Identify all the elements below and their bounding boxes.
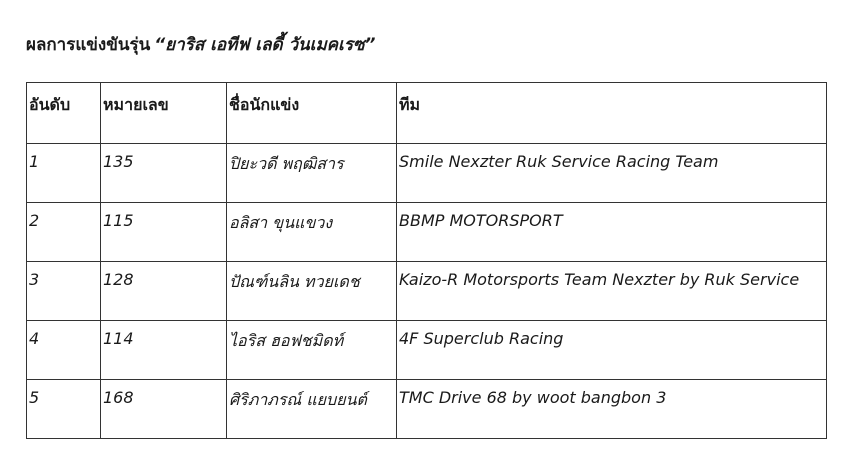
cell-number: 128: [101, 262, 227, 321]
heading-class-name: “ยาริส เอทีฟ เลดี้ วันเมคเรซ”: [154, 35, 376, 55]
cell-number: 114: [101, 321, 227, 380]
results-heading: [26, 31, 375, 58]
results-table: [26, 82, 827, 439]
cell-team: TMC Drive 68 by woot bangbon 3: [397, 380, 827, 439]
heading-prefix: ผลการแข่งขันรุ่น: [26, 35, 151, 55]
table-row: [27, 380, 827, 439]
cell-team: Kaizo-R Motorsports Team Nexzter by Ruk Service: [397, 262, 827, 321]
table-row: [27, 321, 827, 380]
cell-rank: 4: [27, 321, 101, 380]
cell-driver: อลิสา ขุนแขวง: [227, 203, 397, 262]
cell-team: 4F Superclub Racing: [397, 321, 827, 380]
cell-rank: 3: [27, 262, 101, 321]
cell-team: Smile Nexzter Ruk Service Racing Team: [397, 144, 827, 203]
table-row: [27, 262, 827, 321]
cell-number: 168: [101, 380, 227, 439]
cell-driver: ปัณฑ์นลิน ทวยเดช: [227, 262, 397, 321]
cell-driver: ไอริส ฮอฟชมิดท์: [227, 321, 397, 380]
cell-driver: ปิยะวดี พฤฒิสาร: [227, 144, 397, 203]
cell-rank: 2: [27, 203, 101, 262]
cell-team: BBMP MOTORSPORT: [397, 203, 827, 262]
cell-number: 115: [101, 203, 227, 262]
header-number: หมายเลข: [101, 83, 227, 144]
table-row: [27, 203, 827, 262]
header-driver: ชื่อนักแข่ง: [227, 83, 397, 144]
table-row: [27, 144, 827, 203]
header-rank: อันดับ: [27, 83, 101, 144]
cell-driver: ศิริภาภรณ์ แยบยนต์: [227, 380, 397, 439]
cell-rank: 1: [27, 144, 101, 203]
table-header-row: [27, 83, 827, 144]
cell-rank: 5: [27, 380, 101, 439]
header-team: ทีม: [397, 83, 827, 144]
cell-number: 135: [101, 144, 227, 203]
